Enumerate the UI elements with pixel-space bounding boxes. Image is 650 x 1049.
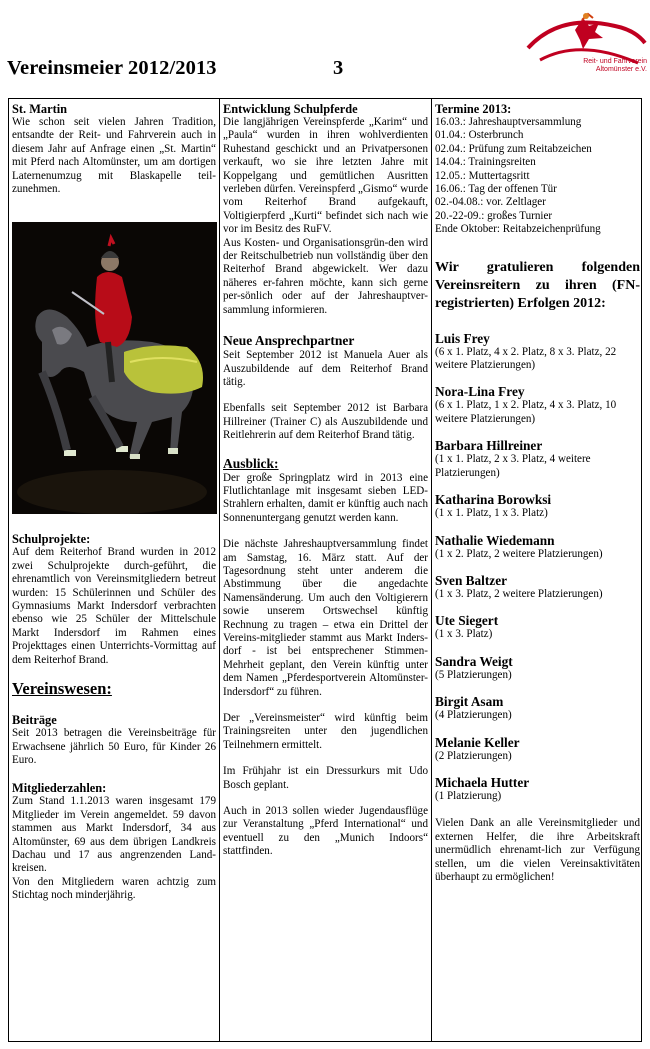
rider-entry: [435, 384, 640, 426]
logo-line2: Altomünster e.V.: [595, 66, 647, 73]
ansprech-text2: Ebenfalls seit September 2012 ist Barbara Hillreiner (Trainer C) als Auszubildende und Reitlehrerin auf dem Reiterhof Brand tätig.: [223, 402, 428, 442]
termin-item: 01.04.: Osterbrunch: [435, 129, 524, 142]
rider-entry: [435, 492, 640, 520]
column-right: [432, 99, 643, 1041]
rider-detail: (2 Platzierungen): [435, 749, 512, 762]
ansprech-heading: Neue Ansprechpartner: [223, 333, 355, 349]
rider-on-horse-icon: [12, 222, 217, 514]
rider-name: Michaela Hutter: [435, 774, 530, 790]
stmartin-text: Wie schon seit vielen Jahren Tradition, entsandte der Reit- und Fahrverein auch in diesem Jahr auf Anfrage einen „St. Martin“ mit Pferd nach Altomünster, um am dortigen Laternenumzug mit Blaskapelle teil-zunehmen.: [12, 116, 216, 196]
rider-detail: (1 x 3. Platz): [435, 628, 493, 641]
rider-entry: [435, 735, 640, 763]
termine-heading: Termine 2013:: [435, 102, 512, 116]
mitglieder-text2: Von den Mitgliedern waren achtzig zum Stichtag noch minderjährig.: [12, 875, 216, 902]
termin-item: 20.-22-09.: großes Turnier: [435, 209, 553, 222]
mitglieder-heading: Mitgliederzahlen:: [12, 781, 107, 796]
rider-name: Nora-Lina Frey: [435, 384, 525, 400]
ausblick-heading: Ausblick:: [223, 455, 279, 471]
ansprech-text: Seit September 2012 ist Manuela Auer als Auszubildende auf dem Reiterhof Brand tätig.: [223, 349, 428, 388]
rider-name: Sven Baltzer: [435, 572, 508, 588]
schulpferde-heading: Entwicklung Schulpferde: [223, 102, 358, 116]
termin-item: 02.-04.08.: vor. Zeltlager: [435, 196, 546, 209]
stmartin-heading: St. Martin: [12, 102, 68, 116]
termin-item: 12.05.: Muttertagsritt: [435, 169, 530, 182]
rider-name: Katharina Borowksi: [435, 492, 552, 508]
beitraege-heading: Beiträge: [12, 713, 57, 728]
rider-entry: [435, 694, 640, 722]
ausblick-text3: Der „Vereinsmeister“ wird künftig beim Trainingsreiten unter den jugendlichen Teilnehmern ermittelt.: [223, 712, 428, 751]
congrats-text: Wir gratulieren folgenden Vereinsreitern zu ihren (FN-registrierten) Erfolgen 2012:: [435, 259, 640, 311]
rider-name: Melanie Keller: [435, 734, 520, 750]
rider-entry: [435, 438, 640, 480]
termin-item: 16.06.: Tag der offenen Tür: [435, 183, 557, 196]
termine-list: [435, 116, 640, 237]
rider-entry: [435, 331, 640, 373]
schulpferde-text: Die langjährigen Vereinspferde „Karim“ und „Paula“ wurden in ihren wohlverdienten Ruhestand geschickt und an Privatpersonen verkauft, wo sie ihre letzten Jahre mit Koppelgang und gemütlichen Ausritten verleben dürfen. Vereinspferd „Gismo“ wurde vom Reiterhof Brand aufgekauft, Voltigierpferd „Kurti“ befindet sich nach wie vor im Besitz des RuFV.: [223, 116, 428, 236]
rider-entry: [435, 533, 640, 561]
rider-name: Ute Siegert: [435, 613, 499, 629]
termin-item: 02.04.: Prüfung zum Reitabzeichen: [435, 142, 592, 155]
termin-item: 14.04.: Trainingsreiten: [435, 156, 536, 169]
rider-detail: (1 x 1. Platz, 2 x 3. Platz, 4 weitere Platzierungen): [435, 453, 591, 479]
ausblick-text2: Die nächste Jahreshauptversammlung findet am Samstag, 16. März statt. Auf der Tagesordnung steht unter anderem die Abstimmung über die angedachte Namensänderung. Um auch den Voltigierern sowie unserem Ortswechsel künftig Rechnung zu tragen – etwa ein Drittel der Vereins-mitglieder stammt aus Markt Inders-dorf - ist bei entsprechener Stimmen-Mehrheit geplant, den Verein künftig unter dem Namen „Pferdesportverein Altomünster-Indersdorf“ zu führen.: [223, 538, 428, 698]
logo-text: [527, 58, 647, 74]
rider-detail: (1 x 1. Platz, 1 x 3. Platz): [435, 507, 548, 520]
rider-name: Barbara Hillreiner: [435, 438, 543, 454]
ausblick-text5: Auch in 2013 sollen wieder Jugendausflüge zur Veranstaltung „Pferd International“ und eventuell zu den „Munich Indoors“ stattfinden.: [223, 805, 428, 858]
riders-list: [435, 331, 640, 804]
rider-detail: (6 x 1. Platz, 4 x 2. Platz, 8 x 3. Platz, 22 weitere Platzierungen): [435, 345, 617, 372]
page-header: [0, 0, 650, 100]
rider-detail: (1 x 2. Platz, 2 weitere Platzierungen): [435, 547, 603, 560]
rider-name: Nathalie Wiedemann: [435, 532, 555, 548]
rider-entry: [435, 775, 640, 803]
termin-item: Ende Oktober: Reitabzeichenprüfung: [435, 223, 601, 236]
rider-entry: [435, 613, 640, 641]
rider-detail: (5 Platzierungen): [435, 668, 512, 681]
rider-name: Sandra Weigt: [435, 653, 513, 669]
schulpferde-text2: Aus Kosten- und Organisationsgrün-den wird der Reitschulbetrieb nun vollständig über den Reiterhof Brand abgewickelt. Wer dazu näheres er-fahren möchte, kann sich gerne per-sönlich oder auf der Jahreshauptver-sammlung informieren.: [223, 236, 428, 316]
rider-name: Luis Frey: [435, 330, 490, 346]
thanks-text: Vielen Dank an alle Vereinsmitglieder und externen Helfer, die ihre Arbeitskraft unermüdlich ehrenamt-lich zur Verfügung stellen, um die vielen Vereinsaktivitäten überhaupt zu ermöglichen!: [435, 817, 640, 883]
vereinswesen-heading: Vereinswesen:: [12, 679, 112, 699]
rider-entry: [435, 573, 640, 601]
beitraege-text: Seit 2013 betragen die Vereinsbeiträge für Erwachsene jährlich 50 Euro, für Kinder 26 Euro.: [12, 727, 216, 766]
rider-detail: (1 Platzierung): [435, 789, 502, 802]
ausblick-text4: Im Frühjahr ist ein Dressurkurs mit Udo Bosch geplant.: [223, 765, 428, 791]
content-table: [8, 98, 642, 1042]
column-middle: [220, 99, 432, 1041]
rider-detail: (4 Platzierungen): [435, 709, 512, 722]
page-number: 3: [333, 57, 344, 79]
logo-line1: Reit- und Fahrverein: [583, 58, 647, 65]
rider-name: Birgit Asam: [435, 694, 504, 710]
column-left: [9, 99, 220, 1041]
rider-photo: [12, 222, 217, 514]
rider-detail: (6 x 1. Platz, 1 x 2. Platz, 4 x 3. Platz, 10 weitere Platzierungen): [435, 399, 617, 425]
page-title: Vereinsmeier 2012/2013: [7, 57, 217, 79]
schul-text: Auf dem Reiterhof Brand wurden in 2012 zwei Schulprojekte durch-geführt, die ehrenamtlich von Vereinsmitgliedern betreut wurden: 15 Schülerinnen und Schüler des Gymnasiums Markt Indersdorf verbrachten ebenso wie 25 Schüler der Mittelschule Markt Indersdorf im Rahmen eines Projekttages einen Unterrichts-Vormittag auf dem Reiterhof Brand.: [12, 546, 216, 666]
rider-entry: [435, 654, 640, 682]
termin-item: 16.03.: Jahreshauptversammlung: [435, 116, 582, 128]
club-logo: [520, 8, 650, 88]
schul-heading: Schulprojekte:: [12, 532, 91, 547]
ausblick-text1: Der große Springplatz wird in 2013 eine Flutlichtanlage mit insgesamt sieben LED-Strahlern erhalten, damit er künftig auch nach Sonnenuntergang genutzt werden kann.: [223, 471, 428, 524]
mitglieder-text: Zum Stand 1.1.2013 waren insgesamt 179 Mitglieder im Verein angemeldet. 59 davon stammen aus Markt Indersdorf, 34 aus Altomünster, 69 aus dem übrigen Landkreis Dachau und 17 aus angrenzenden Land-kreisen.: [12, 795, 216, 875]
rider-detail: (1 x 3. Platz, 2 weitere Platzierungen): [435, 587, 603, 600]
